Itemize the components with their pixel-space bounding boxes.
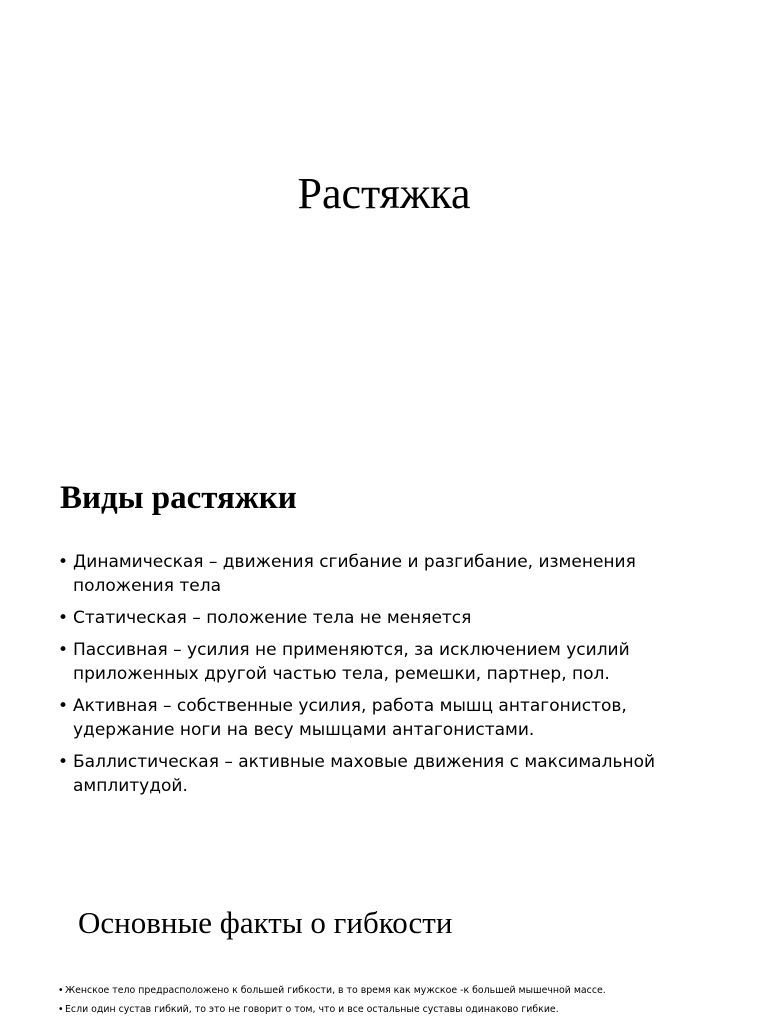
bullet-icon: • — [58, 1004, 64, 1015]
list-item-text: Статическая – положение тела не меняется — [73, 608, 472, 628]
list-item — [58, 750, 708, 798]
flexibility-facts-list — [58, 982, 748, 1020]
list-item-text: Если один сустав гибкий, то это не говорит о том, что и все остальные суставы одинаково гибкие. — [65, 1004, 559, 1015]
bullet-icon: • — [58, 752, 69, 772]
stretch-types-list — [58, 550, 708, 806]
list-item — [58, 982, 748, 999]
list-item — [58, 1001, 748, 1018]
bullet-icon: • — [58, 552, 69, 572]
list-item-text: Пассивная – усилия не применяются, за исключением усилий приложенных другой частью тела, ремешки, партнер, пол. — [73, 640, 630, 684]
bullet-icon: • — [58, 640, 69, 660]
list-item-text: Баллистическая – активные маховые движения с максимальной амплитудой. — [73, 752, 656, 796]
list-item — [58, 638, 708, 686]
list-item-text: Динамическая – движения сгибание и разгибание, изменения положения тела — [73, 552, 636, 596]
section-heading-stretch-types: Виды растяжки — [60, 480, 297, 516]
bullet-icon: • — [58, 696, 69, 716]
list-item — [58, 550, 708, 598]
bullet-icon: • — [58, 608, 69, 628]
bullet-icon: • — [58, 985, 64, 996]
list-item — [58, 694, 708, 742]
section-heading-flexibility-facts: Основные факты о гибкости — [78, 905, 453, 940]
slide-title: Растяжка — [297, 169, 471, 218]
list-item-text: Активная – собственные усилия, работа мышц антагонистов, удержание ноги на весу мышцами антагонистами. — [73, 696, 627, 740]
list-item — [58, 606, 708, 630]
list-item-text: Женское тело предрасположено к большей гибкости, в то время как мужское -к большей мышечной массе. — [65, 985, 606, 996]
